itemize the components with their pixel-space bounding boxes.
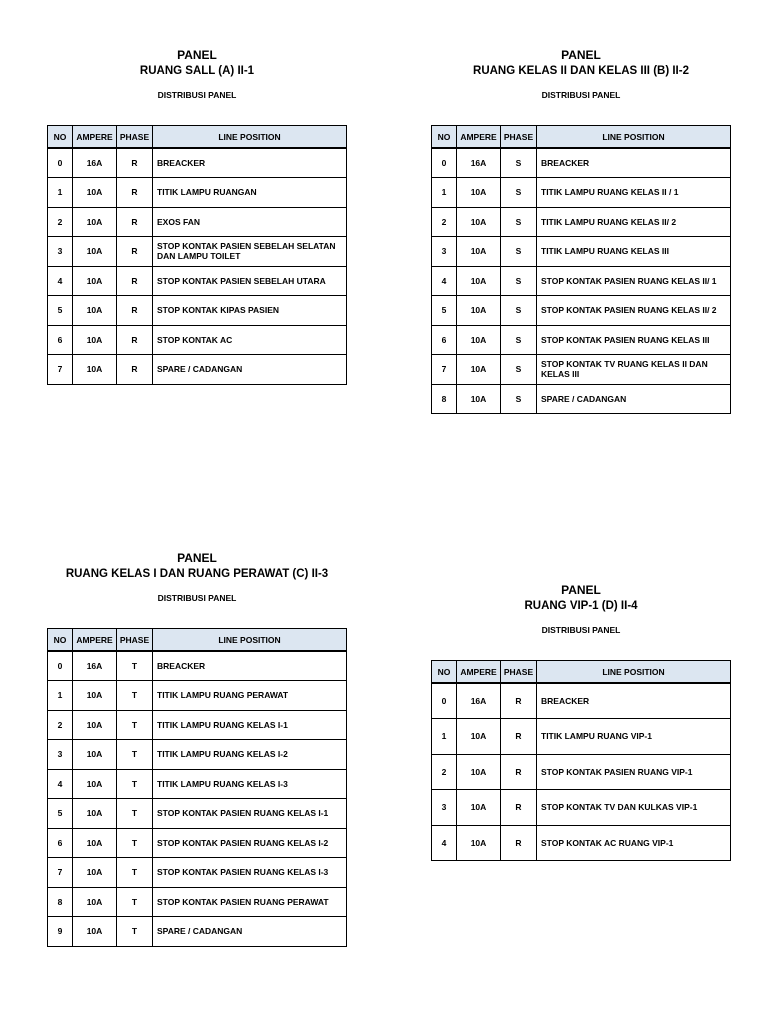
panel-label: PANEL xyxy=(177,48,217,62)
cell-no: 3 xyxy=(48,237,73,267)
panel-d xyxy=(431,582,731,848)
cell-phase: T xyxy=(117,917,153,947)
table-row xyxy=(432,178,731,208)
cell-phase: S xyxy=(501,148,537,178)
col-header-ampere: AMPERE xyxy=(457,661,501,684)
table-row xyxy=(48,710,347,740)
cell-line-position: STOP KONTAK PASIEN RUANG PERAWAT xyxy=(153,887,347,917)
cell-no: 8 xyxy=(48,887,73,917)
panel-title: RUANG SALL (A) II-1 xyxy=(139,65,255,77)
col-header-no: NO xyxy=(48,126,73,149)
table-row xyxy=(432,719,731,755)
cell-ampere: 10A xyxy=(73,740,117,770)
table-row xyxy=(432,148,731,178)
cell-line-position: STOP KONTAK PASIEN RUANG KELAS II/ 1 xyxy=(537,266,731,296)
cell-no: 1 xyxy=(48,178,73,208)
cell-phase: S xyxy=(501,266,537,296)
cell-phase: R xyxy=(117,148,153,178)
cell-ampere: 10A xyxy=(73,207,117,237)
distribution-table xyxy=(431,660,731,861)
cell-phase: T xyxy=(117,651,153,681)
cell-phase: R xyxy=(117,178,153,208)
cell-ampere: 10A xyxy=(457,266,501,296)
panel-c xyxy=(47,550,347,937)
table-header-row xyxy=(48,126,347,149)
table-row xyxy=(48,858,347,888)
cell-line-position: TITIK LAMPU RUANG VIP-1 xyxy=(537,719,731,755)
cell-line-position: TITIK LAMPU RUANGAN xyxy=(153,178,347,208)
cell-no: 2 xyxy=(48,207,73,237)
cell-line-position: BREACKER xyxy=(153,148,347,178)
cell-line-position: BREACKER xyxy=(537,683,731,719)
table-row xyxy=(432,325,731,355)
cell-phase: R xyxy=(501,683,537,719)
cell-line-position: STOP KONTAK PASIEN SEBELAH UTARA xyxy=(153,266,347,296)
table-row xyxy=(432,355,731,385)
cell-line-position: TITIK LAMPU RUANG KELAS II / 1 xyxy=(537,178,731,208)
cell-no: 7 xyxy=(432,355,457,385)
cell-phase: T xyxy=(117,681,153,711)
cell-phase: S xyxy=(501,237,537,267)
cell-ampere: 10A xyxy=(457,790,501,826)
cell-ampere: 16A xyxy=(73,651,117,681)
cell-phase: R xyxy=(501,719,537,755)
cell-line-position: STOP KONTAK PASIEN RUANG KELAS III xyxy=(537,325,731,355)
cell-phase: T xyxy=(117,887,153,917)
table-row xyxy=(48,325,347,355)
cell-phase: S xyxy=(501,178,537,208)
cell-line-position: STOP KONTAK PASIEN RUANG KELAS II/ 2 xyxy=(537,296,731,326)
panel-subtitle: DISTRIBUSI PANEL xyxy=(157,593,237,603)
cell-no: 6 xyxy=(48,828,73,858)
cell-no: 3 xyxy=(432,790,457,826)
cell-line-position: TITIK LAMPU RUANG PERAWAT xyxy=(153,681,347,711)
table-row xyxy=(48,740,347,770)
cell-line-position: SPARE / CADANGAN xyxy=(537,384,731,414)
cell-ampere: 16A xyxy=(457,148,501,178)
panel-subtitle: DISTRIBUSI PANEL xyxy=(541,625,621,635)
table-row xyxy=(48,769,347,799)
cell-no: 6 xyxy=(432,325,457,355)
table-row xyxy=(48,917,347,947)
cell-ampere: 10A xyxy=(73,769,117,799)
cell-line-position: TITIK LAMPU RUANG KELAS I-1 xyxy=(153,710,347,740)
col-header-phase: PHASE xyxy=(117,629,153,652)
cell-phase: T xyxy=(117,858,153,888)
cell-ampere: 16A xyxy=(457,683,501,719)
cell-phase: T xyxy=(117,828,153,858)
cell-no: 4 xyxy=(432,266,457,296)
panel-title: RUANG KELAS I DAN RUANG PERAWAT (C) II-3 xyxy=(65,568,329,580)
cell-ampere: 10A xyxy=(457,325,501,355)
cell-ampere: 10A xyxy=(73,266,117,296)
col-header-ampere: AMPERE xyxy=(73,629,117,652)
cell-phase: R xyxy=(117,325,153,355)
panel-title: RUANG VIP-1 (D) II-4 xyxy=(524,600,638,612)
cell-ampere: 10A xyxy=(73,237,117,267)
cell-ampere: 10A xyxy=(457,754,501,790)
cell-phase: S xyxy=(501,325,537,355)
cell-line-position: STOP KONTAK AC xyxy=(153,325,347,355)
cell-phase: S xyxy=(501,355,537,385)
cell-ampere: 10A xyxy=(73,178,117,208)
cell-line-position: TITIK LAMPU RUANG KELAS II/ 2 xyxy=(537,207,731,237)
cell-phase: S xyxy=(501,384,537,414)
cell-phase: S xyxy=(501,207,537,237)
cell-phase: R xyxy=(117,237,153,267)
cell-no: 2 xyxy=(48,710,73,740)
cell-no: 5 xyxy=(432,296,457,326)
col-header-line-position: LINE POSITION xyxy=(153,629,347,652)
table-row xyxy=(48,266,347,296)
cell-phase: R xyxy=(117,355,153,385)
cell-no: 6 xyxy=(48,325,73,355)
table-row xyxy=(48,887,347,917)
col-header-line-position: LINE POSITION xyxy=(537,126,731,149)
cell-phase: T xyxy=(117,769,153,799)
table-row xyxy=(432,790,731,826)
col-header-phase: PHASE xyxy=(501,661,537,684)
cell-line-position: TITIK LAMPU RUANG KELAS III xyxy=(537,237,731,267)
table-header-row xyxy=(432,661,731,684)
cell-ampere: 10A xyxy=(73,325,117,355)
col-header-phase: PHASE xyxy=(117,126,153,149)
table-row xyxy=(48,681,347,711)
cell-phase: T xyxy=(117,799,153,829)
cell-line-position: EXOS FAN xyxy=(153,207,347,237)
cell-ampere: 10A xyxy=(73,681,117,711)
cell-no: 7 xyxy=(48,858,73,888)
col-header-line-position: LINE POSITION xyxy=(537,661,731,684)
panel-label: PANEL xyxy=(561,48,601,62)
col-header-no: NO xyxy=(432,661,457,684)
cell-no: 2 xyxy=(432,207,457,237)
cell-no: 4 xyxy=(48,266,73,296)
cell-ampere: 10A xyxy=(73,917,117,947)
cell-ampere: 10A xyxy=(457,825,501,861)
col-header-no: NO xyxy=(432,126,457,149)
cell-no: 4 xyxy=(48,769,73,799)
table-row xyxy=(48,207,347,237)
cell-phase: R xyxy=(501,825,537,861)
table-header-row xyxy=(48,629,347,652)
cell-no: 0 xyxy=(432,148,457,178)
cell-no: 7 xyxy=(48,355,73,385)
panel-title: RUANG KELAS II DAN KELAS III (B) II-2 xyxy=(473,65,689,77)
cell-ampere: 10A xyxy=(457,719,501,755)
table-row xyxy=(432,384,731,414)
cell-ampere: 10A xyxy=(457,178,501,208)
cell-ampere: 10A xyxy=(73,828,117,858)
cell-line-position: STOP KONTAK KIPAS PASIEN xyxy=(153,296,347,326)
cell-no: 0 xyxy=(48,651,73,681)
col-header-ampere: AMPERE xyxy=(457,126,501,149)
cell-no: 9 xyxy=(48,917,73,947)
cell-line-position: STOP KONTAK PASIEN RUANG KELAS I-1 xyxy=(153,799,347,829)
panel-a xyxy=(47,47,347,375)
panel-label: PANEL xyxy=(561,583,601,597)
col-header-line-position: LINE POSITION xyxy=(153,126,347,149)
cell-ampere: 10A xyxy=(73,799,117,829)
cell-phase: R xyxy=(501,754,537,790)
cell-ampere: 10A xyxy=(73,296,117,326)
panel-subtitle: DISTRIBUSI PANEL xyxy=(157,90,237,100)
table-row xyxy=(48,799,347,829)
cell-phase: R xyxy=(117,266,153,296)
table-row xyxy=(48,148,347,178)
col-header-no: NO xyxy=(48,629,73,652)
table-row xyxy=(48,355,347,385)
cell-line-position: STOP KONTAK PASIEN SEBELAH SELATAN DAN LAMPU TOILET xyxy=(153,237,347,267)
table-row xyxy=(48,296,347,326)
cell-line-position: TITIK LAMPU RUANG KELAS I-2 xyxy=(153,740,347,770)
distribution-table xyxy=(47,125,347,385)
cell-phase: R xyxy=(117,296,153,326)
cell-ampere: 10A xyxy=(73,887,117,917)
cell-ampere: 10A xyxy=(73,355,117,385)
col-header-ampere: AMPERE xyxy=(73,126,117,149)
distribution-table xyxy=(431,125,731,414)
panel-b xyxy=(431,47,731,404)
table-row xyxy=(48,828,347,858)
col-header-phase: PHASE xyxy=(501,126,537,149)
cell-ampere: 10A xyxy=(457,237,501,267)
table-header-row xyxy=(432,126,731,149)
cell-ampere: 10A xyxy=(73,858,117,888)
cell-no: 1 xyxy=(432,719,457,755)
cell-phase: T xyxy=(117,710,153,740)
cell-line-position: SPARE / CADANGAN xyxy=(153,355,347,385)
cell-ampere: 16A xyxy=(73,148,117,178)
cell-ampere: 10A xyxy=(457,384,501,414)
cell-ampere: 10A xyxy=(457,355,501,385)
panel-subtitle: DISTRIBUSI PANEL xyxy=(541,90,621,100)
cell-line-position: STOP KONTAK PASIEN RUANG KELAS I-3 xyxy=(153,858,347,888)
cell-line-position: STOP KONTAK PASIEN RUANG KELAS I-2 xyxy=(153,828,347,858)
cell-line-position: BREACKER xyxy=(153,651,347,681)
distribution-table xyxy=(47,628,347,947)
cell-phase: T xyxy=(117,740,153,770)
table-row xyxy=(48,178,347,208)
cell-no: 8 xyxy=(432,384,457,414)
cell-no: 1 xyxy=(48,681,73,711)
cell-no: 0 xyxy=(48,148,73,178)
cell-ampere: 10A xyxy=(457,296,501,326)
table-row xyxy=(432,754,731,790)
cell-line-position: STOP KONTAK AC RUANG VIP-1 xyxy=(537,825,731,861)
table-row xyxy=(48,651,347,681)
cell-phase: R xyxy=(501,790,537,826)
cell-no: 5 xyxy=(48,799,73,829)
cell-no: 3 xyxy=(432,237,457,267)
cell-phase: R xyxy=(117,207,153,237)
table-row xyxy=(432,266,731,296)
cell-ampere: 10A xyxy=(73,710,117,740)
panel-label: PANEL xyxy=(177,551,217,565)
cell-no: 4 xyxy=(432,825,457,861)
table-row xyxy=(432,683,731,719)
cell-no: 1 xyxy=(432,178,457,208)
cell-no: 3 xyxy=(48,740,73,770)
table-row xyxy=(432,237,731,267)
cell-no: 0 xyxy=(432,683,457,719)
cell-line-position: STOP KONTAK TV DAN KULKAS VIP-1 xyxy=(537,790,731,826)
table-row xyxy=(48,237,347,267)
cell-line-position: TITIK LAMPU RUANG KELAS I-3 xyxy=(153,769,347,799)
cell-line-position: STOP KONTAK TV RUANG KELAS II DAN KELAS III xyxy=(537,355,731,385)
table-row xyxy=(432,207,731,237)
cell-line-position: STOP KONTAK PASIEN RUANG VIP-1 xyxy=(537,754,731,790)
table-row xyxy=(432,296,731,326)
cell-line-position: BREACKER xyxy=(537,148,731,178)
cell-phase: S xyxy=(501,296,537,326)
cell-no: 2 xyxy=(432,754,457,790)
cell-no: 5 xyxy=(48,296,73,326)
table-row xyxy=(432,825,731,861)
cell-line-position: SPARE / CADANGAN xyxy=(153,917,347,947)
cell-ampere: 10A xyxy=(457,207,501,237)
